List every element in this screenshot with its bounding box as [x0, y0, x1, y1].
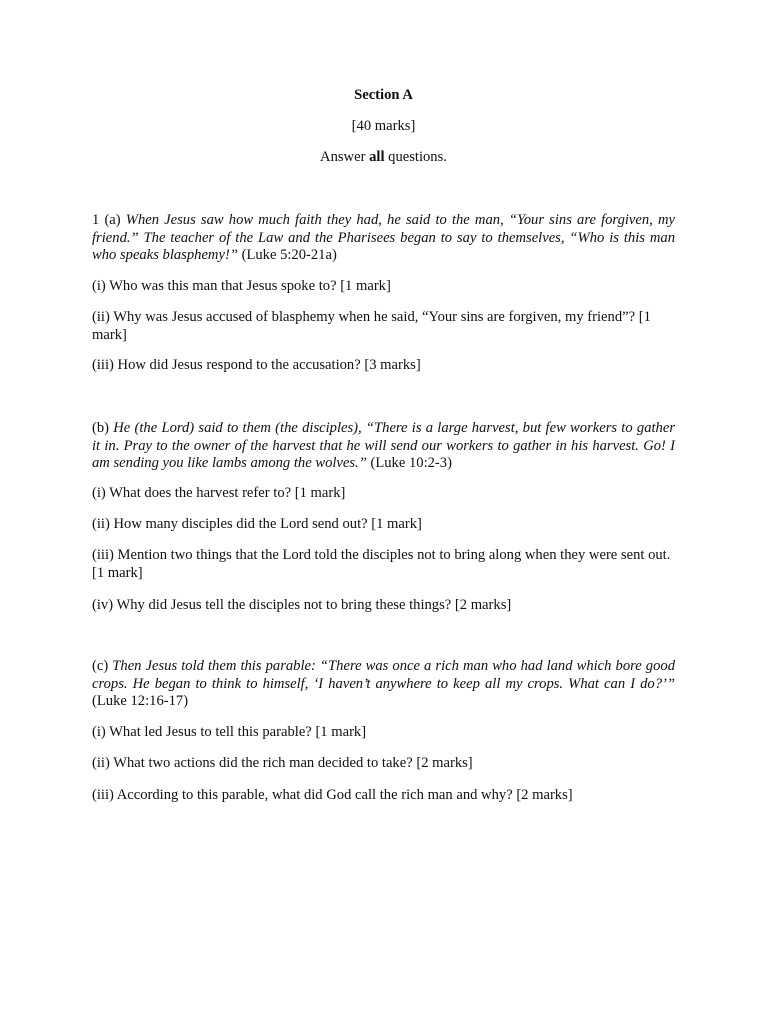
instruction-bold: all: [369, 149, 385, 165]
q1c-question-ii: (ii) What two actions did the rich man decided to take? [2 marks]: [92, 755, 473, 771]
section-title: Section A: [354, 87, 413, 103]
q1b-reference: (Luke 10:2-3): [366, 455, 452, 471]
q1c-quote: Then Jesus told them this parable: “There was once a rich man who had land which bore good crops. He began to think to himself, ‘I haven’t anywhere to keep all my crops. What can I do?’”: [92, 658, 675, 692]
q1b-label: (b): [92, 420, 114, 436]
q1b-question-iv: (iv) Why did Jesus tell the disciples not to bring these things? [2 marks]: [92, 597, 512, 613]
q1b-question-i: (i) What does the harvest refer to? [1 mark]: [92, 485, 346, 501]
q1c-label: (c): [92, 658, 113, 674]
exam-page: [92, 0, 675, 1024]
total-marks: [40 marks]: [351, 118, 416, 134]
instruction-prefix: Answer: [320, 149, 370, 165]
q1c-passage: [92, 658, 675, 711]
q1b-question-ii: (ii) How many disciples did the Lord send out? [1 mark]: [92, 516, 422, 532]
q1a-question-iii: (iii) How did Jesus respond to the accusation? [3 marks]: [92, 357, 421, 373]
q1a-quote: When Jesus saw how much faith they had, he said to the man, “Your sins are forgiven, my friend.” The teacher of the Law and the Pharisees began to say to themselves, “Who is this man who speaks blasphemy!”: [92, 212, 675, 263]
q1a-question-ii: (ii) Why was Jesus accused of blasphemy when he said, “Your sins are forgiven, my friend”? [1 mark]: [92, 309, 651, 343]
q1a-reference: (Luke 5:20-21a): [237, 247, 337, 263]
q1a-label: 1 (a): [92, 212, 126, 228]
q1c-question-i: (i) What led Jesus to tell this parable? [1 mark]: [92, 724, 367, 740]
q1a-passage: [92, 212, 675, 265]
instruction: [92, 149, 675, 167]
q1c-reference: (Luke 12:16-17): [92, 693, 189, 709]
q1b-question-iii: (iii) Mention two things that the Lord told the disciples not to bring along when they were sent out. [1 mark]: [92, 547, 671, 581]
q1b-quote: He (the Lord) said to them (the disciples), “There is a large harvest, but few workers to gather it in. Pray to the owner of the harvest that he will send our workers to gather in his harvest. Go! I am sending you like lambs among the wolves.”: [92, 420, 675, 471]
q1a-question-i: (i) Who was this man that Jesus spoke to? [1 mark]: [92, 278, 391, 294]
instruction-suffix: questions.: [384, 149, 447, 165]
q1b-passage: [92, 420, 675, 473]
q1c-question-iii: (iii) According to this parable, what did God call the rich man and why? [2 marks]: [92, 787, 573, 803]
